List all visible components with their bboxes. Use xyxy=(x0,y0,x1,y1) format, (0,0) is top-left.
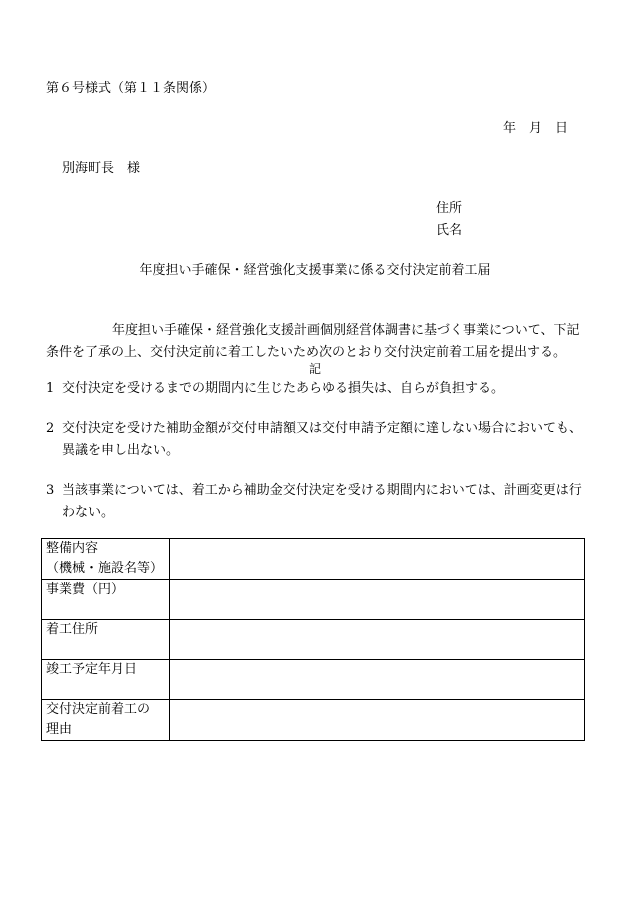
row-label-cost: 事業費（円） xyxy=(42,580,170,620)
address-label: 住所 xyxy=(436,201,463,216)
row-value-equipment[interactable] xyxy=(170,539,585,580)
row-label-site: 着工住所 xyxy=(42,620,170,660)
condition-item xyxy=(46,418,586,462)
row-value-site[interactable] xyxy=(170,620,585,660)
condition-text: 交付決定を受けた補助金額が交付申請額又は交付申請予定額に達しない場合においても、異議を申し出ない。 xyxy=(62,421,583,458)
form-number: 第６号様式（第１１条関係） xyxy=(46,81,216,96)
table-row xyxy=(42,620,585,660)
info-table xyxy=(41,538,585,741)
intro-text: 年度担い手確保・経営強化支援計画個別経営体調書に基づく事業について、下記条件を了承の上、交付決定前に着工したいため次のとおり交付決定前着工届を提出する。 xyxy=(46,323,580,360)
condition-number: 2 xyxy=(46,421,55,436)
row-label-reason: 交付決定前着工の 理由 xyxy=(42,700,170,741)
table-row xyxy=(42,700,585,741)
condition-number: 3 xyxy=(46,483,55,498)
condition-item xyxy=(46,378,586,400)
row-value-reason[interactable] xyxy=(170,700,585,741)
intro-paragraph xyxy=(46,320,586,364)
table-row xyxy=(42,580,585,620)
condition-text: 交付決定を受けるまでの期間内に生じたあらゆる損失は、自らが負担する。 xyxy=(62,381,505,396)
condition-item xyxy=(46,480,586,524)
name-label: 氏名 xyxy=(436,223,463,238)
table-row xyxy=(42,539,585,580)
row-label-equipment: 整備内容 （機械・施設名等） xyxy=(42,539,170,580)
row-value-completion-date[interactable] xyxy=(170,660,585,700)
condition-text: 当該事業については、着工から補助金交付決定を受ける期間内においては、計画変更は行わない。 xyxy=(62,483,582,520)
addressee: 別海町長 様 xyxy=(62,161,141,176)
condition-number: 1 xyxy=(46,381,55,396)
document-title: 年度担い手確保・経営強化支援事業に係る交付決定前着工届 xyxy=(139,263,491,278)
row-label-completion-date: 竣工予定年月日 xyxy=(42,660,170,700)
date-line: 年 月 日 xyxy=(503,121,569,136)
row-value-cost[interactable] xyxy=(170,580,585,620)
table-row xyxy=(42,660,585,700)
ki-heading: 記 xyxy=(308,362,321,376)
